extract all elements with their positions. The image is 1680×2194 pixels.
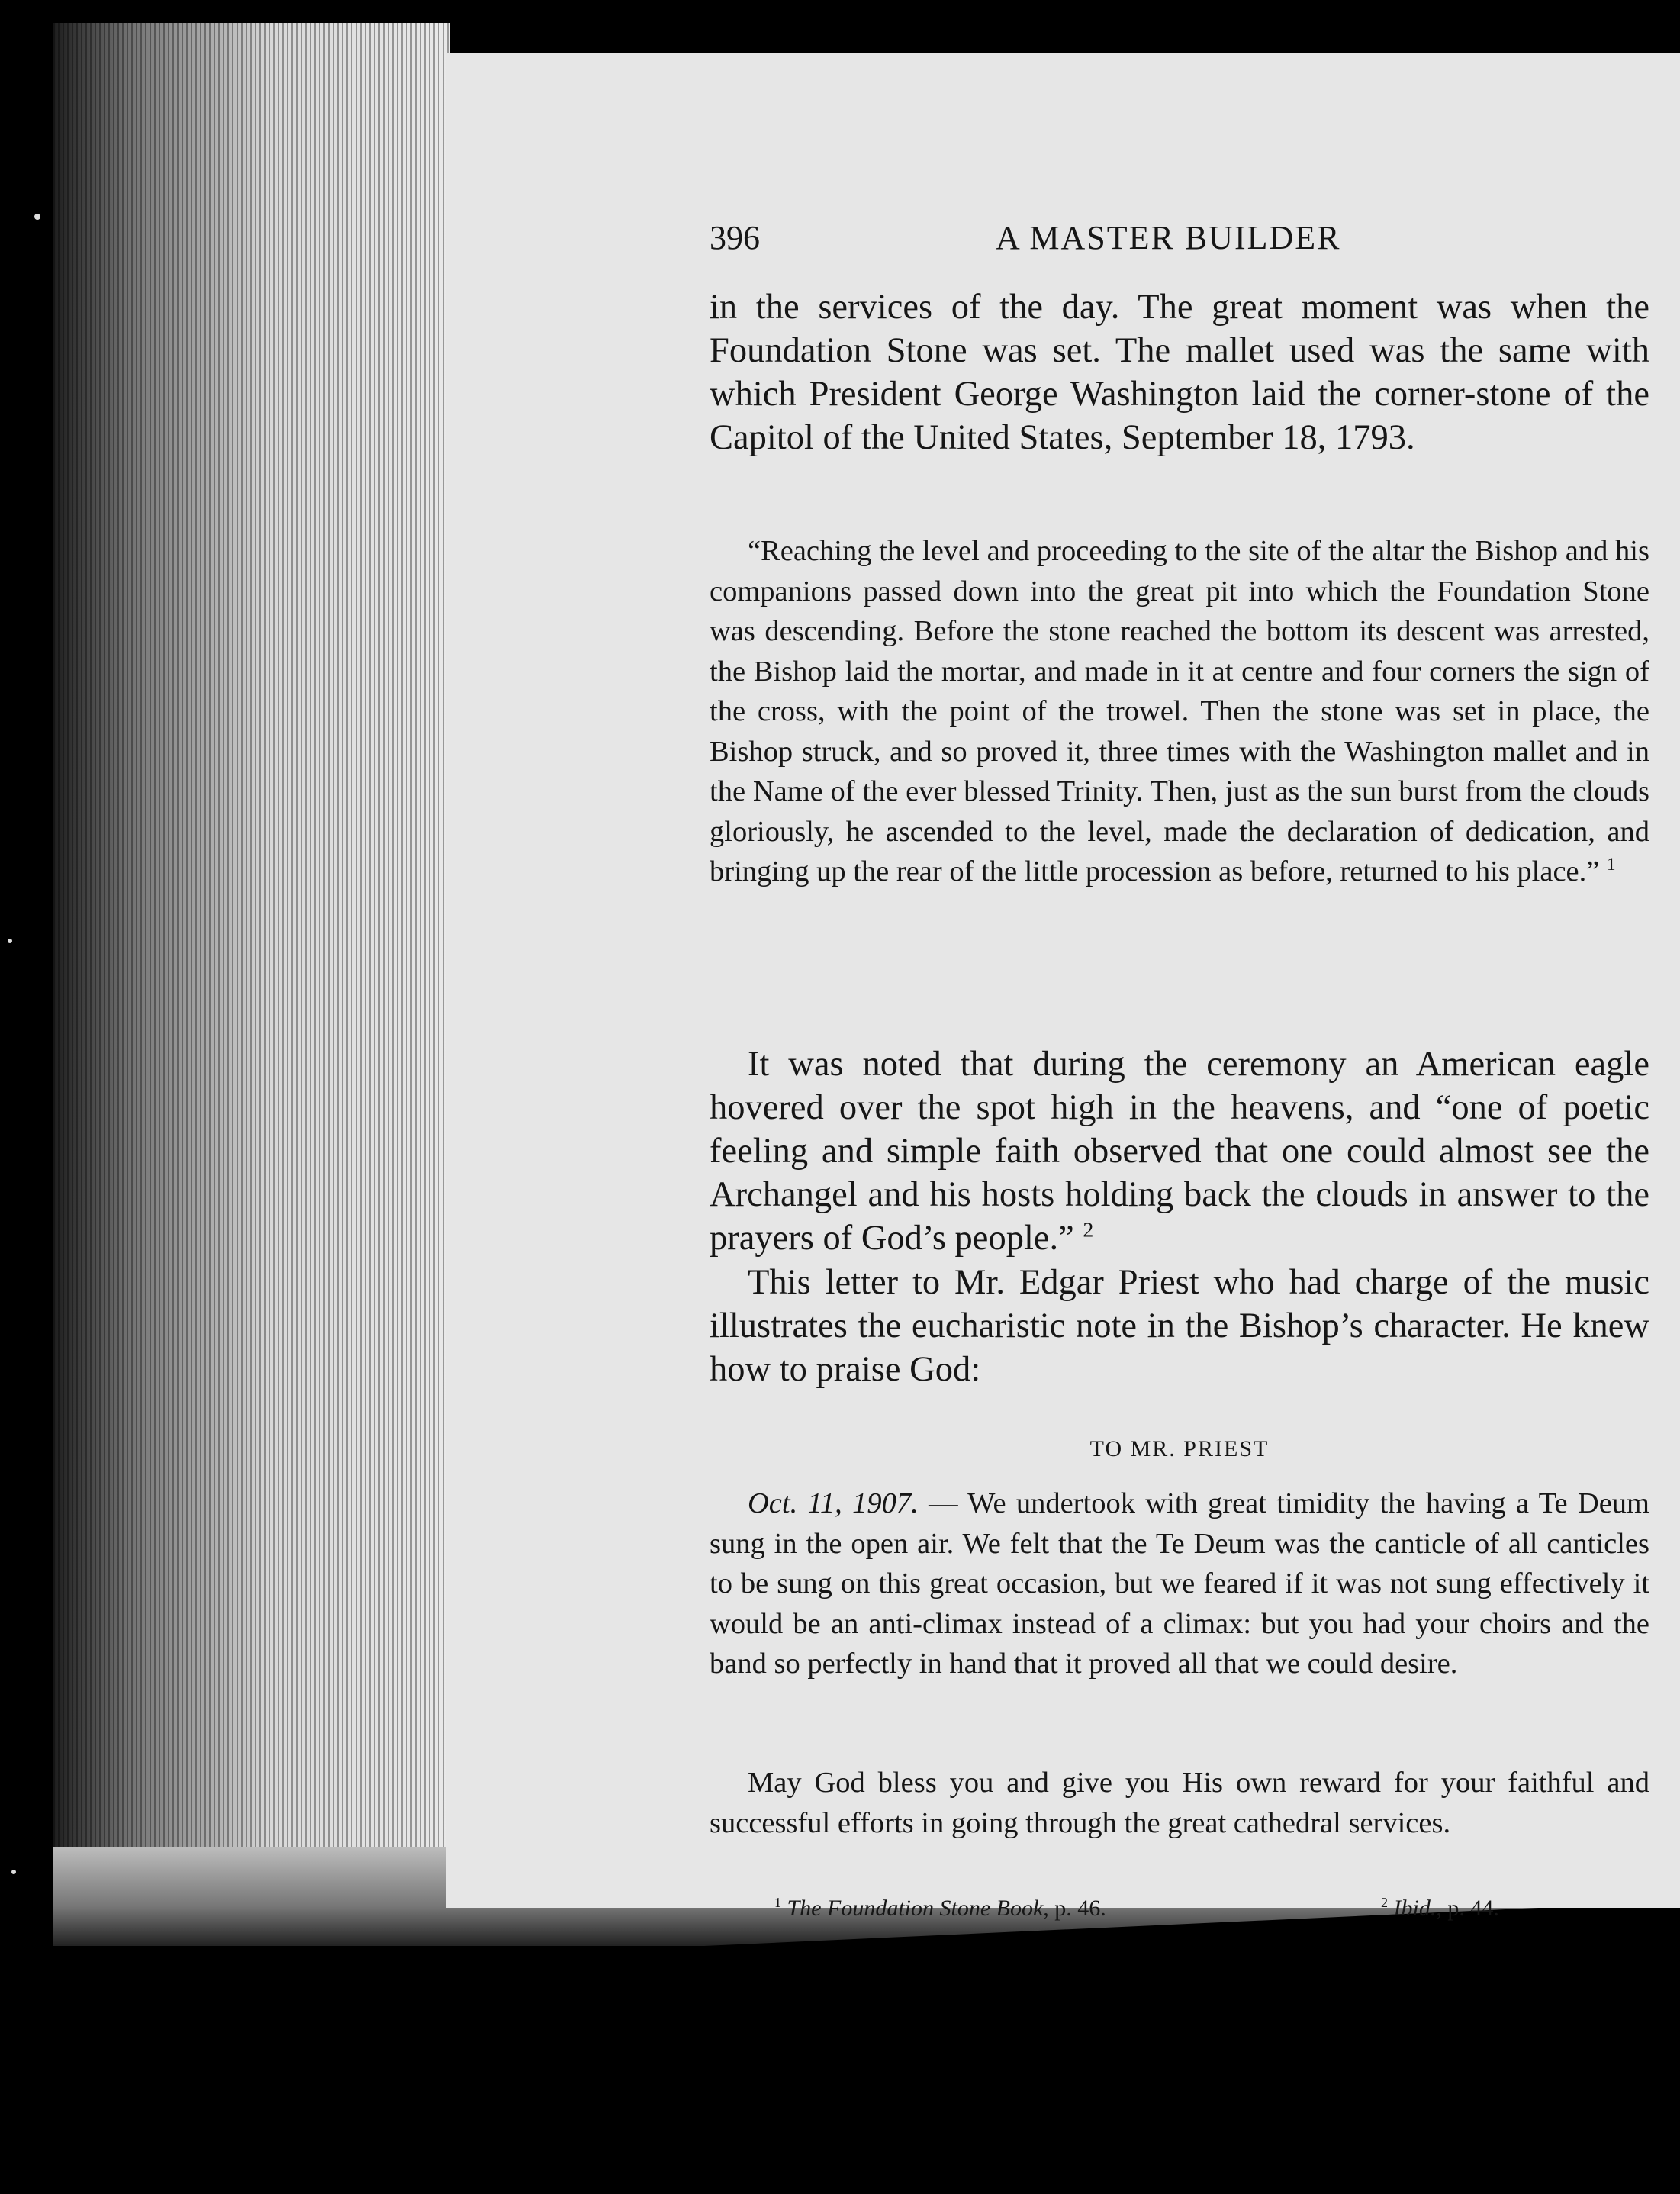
page-header [710,218,1648,264]
scan-speck [34,214,40,220]
footnote-ref-1: 1 [1606,854,1616,875]
footnote-1-title: The Foundation Stone Book [787,1896,1044,1921]
running-head: A MASTER BUILDER [996,219,1341,256]
page-number: 396 [710,219,760,256]
footnote-2-page: , p. 44. [1436,1896,1499,1921]
scan-speck [8,939,12,943]
letter-paragraph-2: May God bless you and give you His own reward for your faithful and successful efforts in going through the great cathedral services. [710,1767,1649,1839]
letter-paragraph-1-text: — We undertook with great timidity the having a Te Deum sung in the open air. We felt that the Te Deum was the canticle of all canticles to be sung on this great occasion, but we feared if it was not sung effectively it would be an anti-climax instead of a climax: but you had your choirs and the band so perfectly in hand that it proved all that we could desire. [710,1487,1650,1680]
scan-speck [11,1870,16,1874]
footnote-1-mark: 1 [774,1895,781,1910]
book-page-edges [53,23,450,1870]
footnote-1 [774,1896,1106,1922]
footnote-2-title: Ibid. [1393,1896,1437,1921]
paragraph-2-text: It was noted that during the ceremony an American eagle hovered over the spot high in the heavens, and “one of poetic feeling and simple faith observed that one could almost see the Archangel and his hosts holding back the clouds in answer to the prayers of God’s people.” [710,1045,1649,1258]
letter-heading: TO MR. PRIEST [1089,1436,1270,1461]
paragraph-3: This letter to Mr. Edgar Priest who had charge of the music illustrates the eucharistic note in the Bishop’s character. He knew how to praise God: [710,1263,1649,1389]
footnotes [774,1896,1652,1934]
block-quote [710,531,1649,892]
footnote-1-page: , p. 46. [1043,1896,1106,1921]
footnote-2 [1381,1896,1499,1922]
footnote-ref-2: 2 [1083,1218,1094,1242]
paragraph-1: in the services of the day. The great moment was when the Foundation Stone was set. The mallet used was the same with which President George Washington laid the corner-stone of the Capitol of the United States, September 18, 1793. [710,288,1649,457]
paragraph-2 [710,1042,1649,1260]
block-quote-text: “Reaching the level and proceeding to the site of the altar the Bishop and his companions passed down into the great pit into which the Foundation Stone was descending. Before the stone reached the bottom its descent was arrested, the Bishop laid the mortar, and made in it at centre and four corners the sign of the cross, with the point of the trowel. Then the stone was set in place, the Bishop struck, and so proved it, three times with the Washington mallet and in the Name of the ever blessed Trinity. Then, just as the sun burst from the clouds gloriously, he ascended to the level, made the declaration of dedication, and bringing up the rear of the little procession as before, returned to his place.” [710,535,1649,888]
letter-paragraph-1 [710,1484,1649,1684]
footnote-2-mark: 2 [1381,1895,1388,1910]
letter-date: Oct. 11, 1907. [748,1487,919,1519]
